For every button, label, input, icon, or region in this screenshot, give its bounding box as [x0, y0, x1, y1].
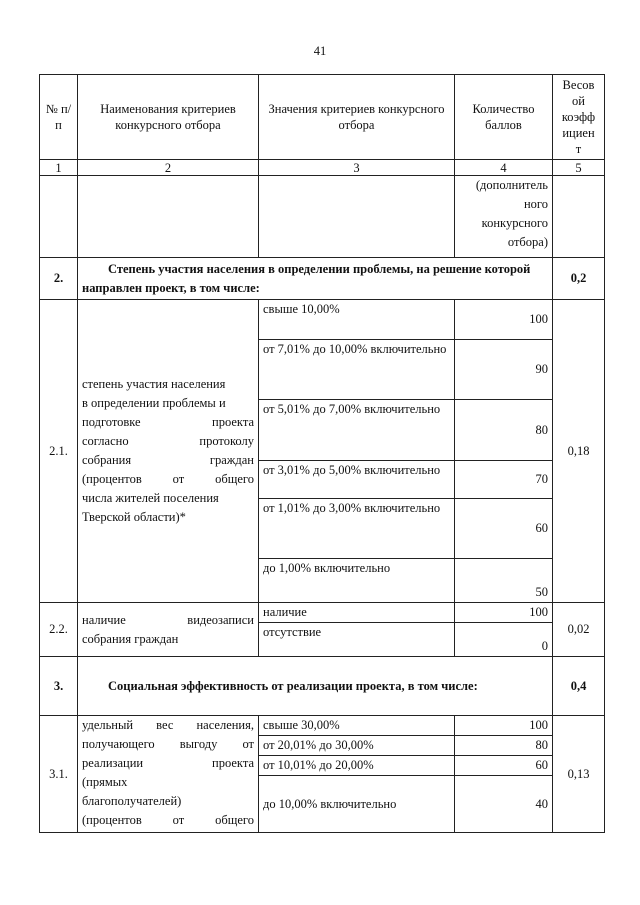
points-value: 100 [455, 300, 553, 340]
criterion-value: до 10,00% включительно [259, 776, 455, 833]
weight-value: 0,18 [553, 300, 605, 603]
points-value: 100 [455, 603, 553, 623]
header-points: Количество баллов [455, 75, 553, 160]
col-number: 5 [553, 160, 605, 176]
criterion-value: до 1,00% включительно [259, 559, 455, 603]
section-title: Степень участия населения в определении проблемы, на решение которой направлен проект, в том числе: [78, 258, 553, 300]
criterion-value: отсутствие [259, 623, 455, 657]
section-row [40, 258, 605, 300]
points-value: 40 [455, 776, 553, 833]
criterion-name: степень участия населения в определении проблемы и подготовке проекта согласно протоколу собрания граждан (процентов от общего числа жителей поселения Тверской области)* [78, 300, 259, 603]
table-row [40, 300, 605, 340]
col-number: 3 [259, 160, 455, 176]
table-row [40, 716, 605, 736]
section-number: 3. [40, 657, 78, 716]
header-criteria-values: Значения критериев конкурсного отбора [259, 75, 455, 160]
row-number: 3.1. [40, 716, 78, 833]
continuation-row [40, 176, 605, 258]
points-value: 80 [455, 736, 553, 756]
col-number: 2 [78, 160, 259, 176]
row-number: 2.2. [40, 603, 78, 657]
empty-cell [553, 176, 605, 258]
continuation-text: (дополнитель ного конкурсного отбора) [455, 176, 553, 258]
column-numbers-row [40, 160, 605, 176]
criterion-value: наличие [259, 603, 455, 623]
col-number: 1 [40, 160, 78, 176]
points-value: 60 [455, 756, 553, 776]
criterion-value: от 10,01% до 20,00% [259, 756, 455, 776]
empty-cell [78, 176, 259, 258]
table-row [40, 603, 605, 623]
points-value: 80 [455, 400, 553, 461]
points-value: 70 [455, 461, 553, 499]
weight-value: 0,02 [553, 603, 605, 657]
table-header-row [40, 75, 605, 160]
criterion-value: от 5,01% до 7,00% включительно [259, 400, 455, 461]
points-value: 60 [455, 499, 553, 559]
section-weight: 0,2 [553, 258, 605, 300]
header-criteria-name: Наименования критериев конкурсного отбора [78, 75, 259, 160]
criteria-table [39, 74, 605, 833]
section-weight: 0,4 [553, 657, 605, 716]
header-number: № п/п [40, 75, 78, 160]
criterion-value: от 20,01% до 30,00% [259, 736, 455, 756]
section-title: Социальная эффективность от реализации проекта, в том числе: [78, 657, 553, 716]
points-value: 50 [455, 559, 553, 603]
row-number: 2.1. [40, 300, 78, 603]
criterion-value: от 3,01% до 5,00% включительно [259, 461, 455, 499]
criterion-value: от 1,01% до 3,00% включительно [259, 499, 455, 559]
criterion-value: от 7,01% до 10,00% включительно [259, 340, 455, 400]
points-value: 90 [455, 340, 553, 400]
criterion-name: удельный вес населения, получающего выгоду от реализации проекта (прямых благополучателей) (процентов от общего [78, 716, 259, 833]
section-row [40, 657, 605, 716]
header-weight: Весов ой коэфф ициен т [553, 75, 605, 160]
points-value: 100 [455, 716, 553, 736]
section-number: 2. [40, 258, 78, 300]
weight-value: 0,13 [553, 716, 605, 833]
criterion-value: свыше 30,00% [259, 716, 455, 736]
page-number: 41 [313, 44, 327, 58]
criterion-value: свыше 10,00% [259, 300, 455, 340]
points-value: 0 [455, 623, 553, 657]
criterion-name: наличие видеозаписи собрания граждан [78, 603, 259, 657]
empty-cell [40, 176, 78, 258]
empty-cell [259, 176, 455, 258]
col-number: 4 [455, 160, 553, 176]
